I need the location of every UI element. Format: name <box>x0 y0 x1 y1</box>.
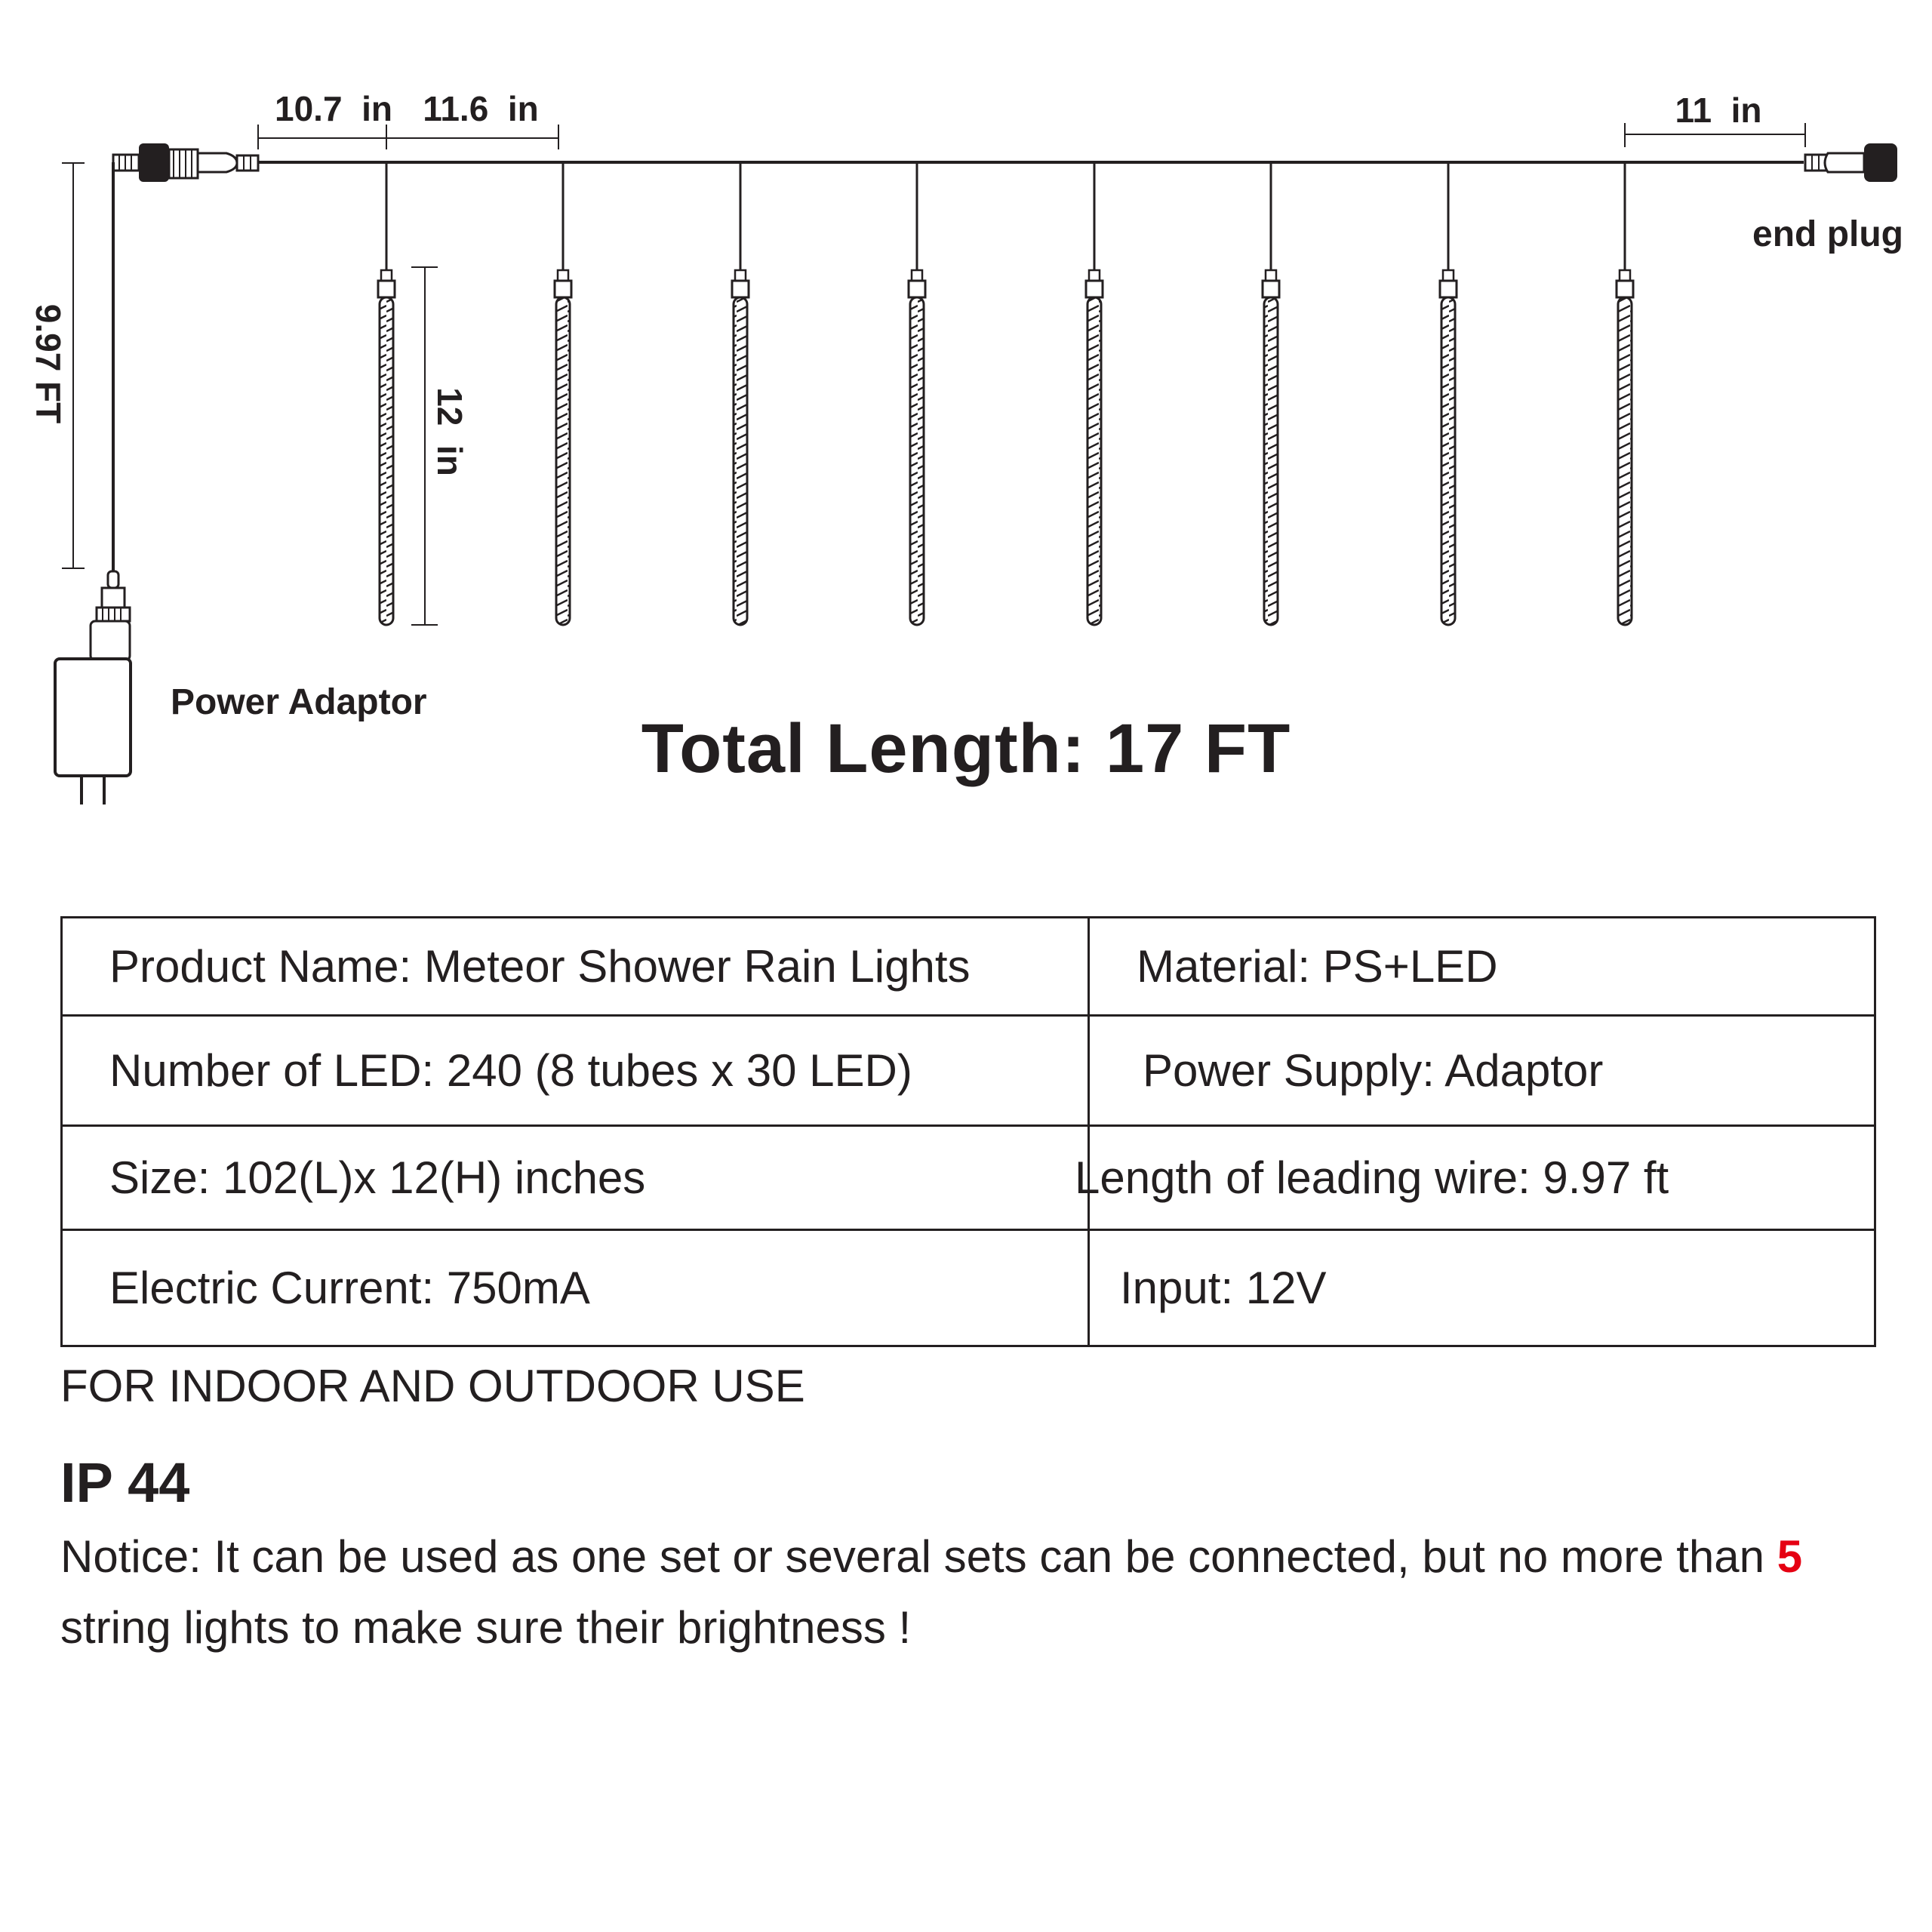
meteor-tube <box>555 162 571 625</box>
spec-led-count: Number of LED: 240 (8 tubes x 30 LED) <box>62 1016 1089 1126</box>
table-row <box>62 1016 1875 1126</box>
meteor-tube <box>378 162 395 625</box>
meteor-tube <box>1086 162 1103 625</box>
table-row <box>62 918 1875 1016</box>
total-length-title: Total Length: 17 FT <box>641 710 1291 787</box>
spec-table <box>60 916 1876 1347</box>
lead-wire-label: 9.97 FT <box>29 303 68 424</box>
meteor-tube <box>1263 162 1279 625</box>
end-plug <box>1805 143 1897 182</box>
meteor-tube <box>909 162 925 625</box>
spec-product-name: Product Name: Meteor Shower Rain Lights <box>62 918 1089 1016</box>
input-connector <box>113 143 258 182</box>
spec-size: Size: 102(L)x 12(H) inches <box>62 1126 1089 1230</box>
usage-note: FOR INDOOR AND OUTDOOR USE <box>60 1361 805 1411</box>
spec-input: Input: 12V <box>1089 1230 1875 1346</box>
end-plug-label: end plug <box>1752 214 1903 254</box>
table-row <box>62 1126 1875 1230</box>
meteor-tube <box>1440 162 1457 625</box>
notice-text-start: Notice: It can be used as one set or several sets can be connected, but no more than <box>60 1531 1777 1582</box>
meteor-tube <box>732 162 749 625</box>
meteor-tube <box>1617 162 1633 625</box>
end-gap-label: 11 in <box>1675 91 1762 130</box>
notice-text <box>60 1521 1826 1663</box>
tube-length-label: 12 in <box>430 387 469 476</box>
tube-spacing-label: 11.6 in <box>423 89 539 128</box>
first-gap-label: 10.7 in <box>275 89 392 128</box>
meteor-tubes <box>378 162 1633 625</box>
max-set-count: 5 <box>1777 1531 1803 1582</box>
ip-rating: IP 44 <box>60 1451 190 1514</box>
spec-material: Material: PS+LED <box>1089 918 1875 1016</box>
spec-lead-wire: Length of leading wire: 9.97 ft <box>1089 1126 1875 1230</box>
spec-power-supply: Power Supply: Adaptor <box>1089 1016 1875 1126</box>
notice-text-end: string lights to make sure their brightness ! <box>60 1602 912 1653</box>
spec-current: Electric Current: 750mA <box>62 1230 1089 1346</box>
power-adaptor-label: Power Adaptor <box>171 682 427 722</box>
table-row <box>62 1230 1875 1346</box>
